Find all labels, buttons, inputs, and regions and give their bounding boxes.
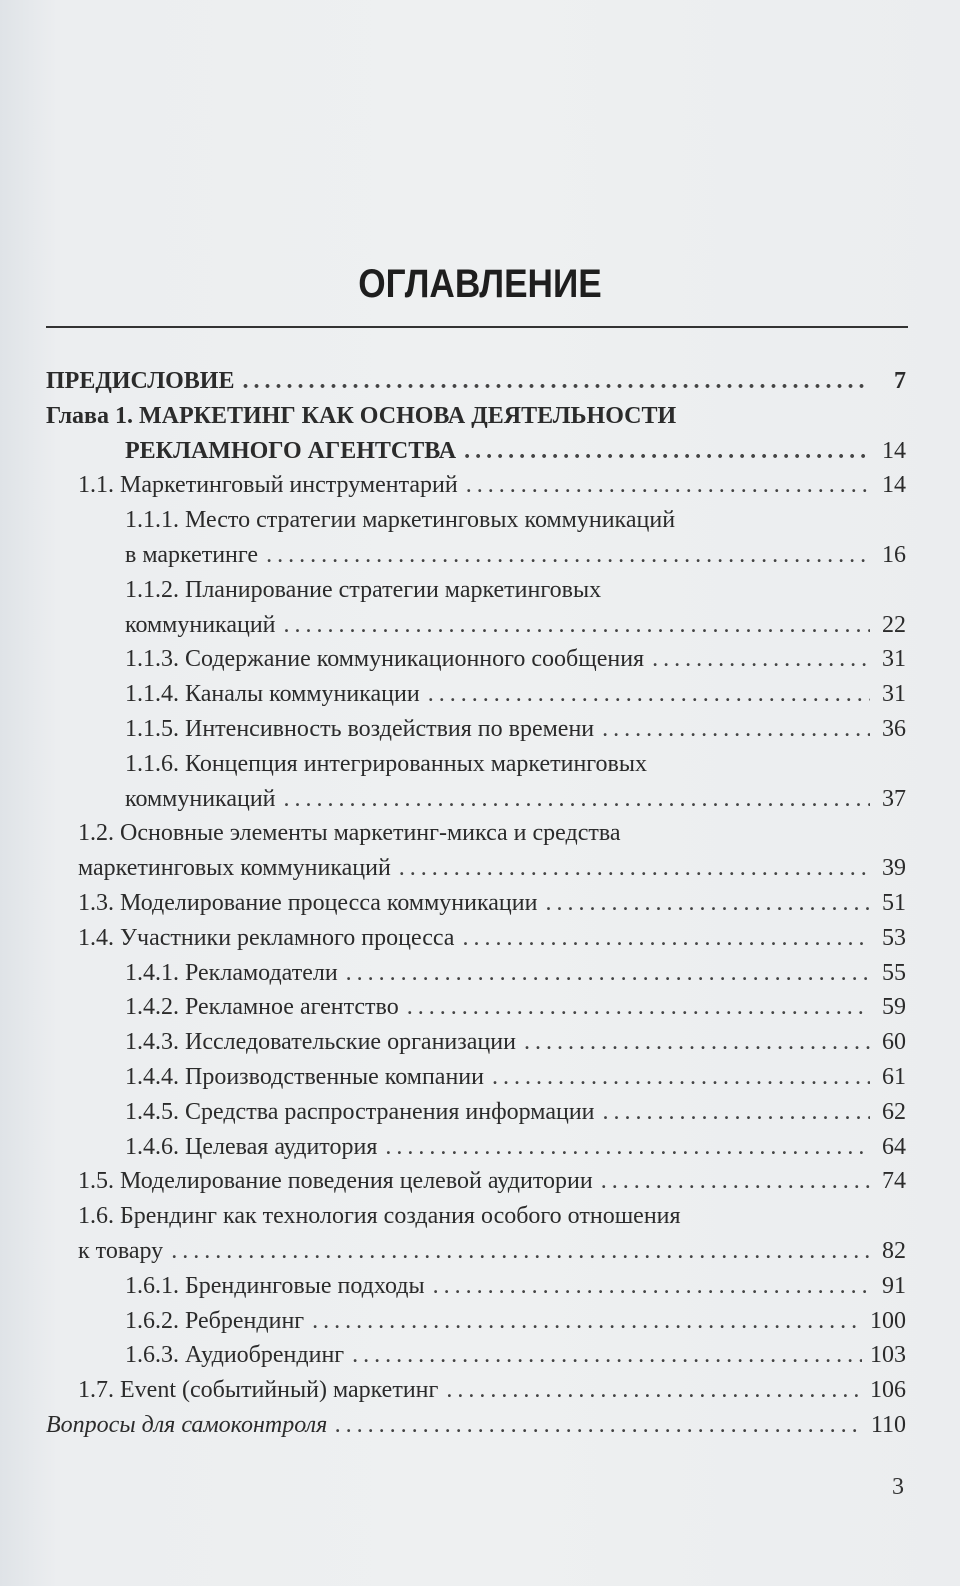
toc-entry-1-1-1 [46, 503, 906, 538]
dot-leader [428, 677, 870, 712]
toc-entry-1-5 [46, 1164, 906, 1199]
toc-entry-page: 60 [882, 1029, 906, 1056]
dot-leader [407, 990, 870, 1025]
page-title: ОГЛАВЛЕНИЕ [358, 262, 602, 306]
toc-entry-1-2 [46, 816, 906, 851]
toc-entry-text: Глава 1. МАРКЕТИНГ КАК ОСНОВА ДЕЯТЕЛЬНОСТИ [46, 402, 677, 429]
toc-entry-1-6-cont [46, 1234, 906, 1269]
toc-entry-text: к товару [78, 1237, 164, 1264]
toc-entry-1-4-1 [46, 956, 906, 991]
toc-entry-text: 1.4.5. Средства распространения информации [125, 1098, 595, 1125]
dot-leader [652, 642, 870, 677]
toc-entry-text: 1.1.4. Каналы коммуникации [125, 681, 420, 708]
dot-leader [335, 1408, 863, 1443]
toc-entry-text: в маркетинге [125, 541, 259, 568]
toc-entry-1-4-3 [46, 1025, 906, 1060]
toc-entry-1-3 [46, 886, 906, 921]
toc-entry-page: 110 [870, 1411, 906, 1438]
dot-leader [433, 1269, 870, 1304]
dot-leader [284, 608, 870, 643]
toc-entry-page: 51 [882, 889, 906, 916]
dot-leader [284, 782, 870, 817]
toc-entry-1-7 [46, 1373, 906, 1408]
toc-entry-text: коммуникаций [125, 611, 276, 638]
dot-leader [602, 712, 870, 747]
toc-entry-1-4-4 [46, 1060, 906, 1095]
toc-entry-page: 31 [882, 646, 906, 673]
toc-entry-text: РЕКЛАМНОГО АГЕНТСТВА [125, 437, 457, 464]
toc-entry-text: 1.6.1. Брендинговые подходы [125, 1272, 425, 1299]
toc-entry-1-1-5 [46, 712, 906, 747]
toc-entry-text: 1.4.2. Рекламное агентство [125, 994, 399, 1021]
toc-entry-text: ПРЕДИСЛОВИЕ [46, 368, 235, 394]
toc-entry-text: 1.4.3. Исследовательские организации [125, 1029, 516, 1056]
toc-entry-text: 1.6. Брендинг как технология создания особого отношения [78, 1203, 681, 1230]
toc-entry-page: 14 [882, 437, 906, 464]
dot-leader [464, 434, 870, 469]
toc-entry-page: 100 [870, 1307, 906, 1334]
toc-entry-1-4 [46, 921, 906, 956]
toc-entry-text: 1.4.4. Производственные компании [125, 1063, 484, 1090]
toc-entry-page: 39 [882, 855, 906, 882]
dot-leader [352, 1338, 862, 1373]
toc-entry-preface [46, 364, 906, 399]
toc-entry-page: 14 [882, 472, 906, 499]
toc-entry-text: 1.1. Маркетинговый инструментарий [78, 472, 458, 499]
dot-leader [312, 1304, 862, 1339]
toc-entry-chapter-1-cont [46, 434, 906, 469]
toc-entry-1-4-2 [46, 990, 906, 1025]
toc-entry-1-1-6 [46, 747, 906, 782]
toc-entry-page: 16 [882, 541, 906, 568]
toc-entry-text: коммуникаций [125, 785, 276, 812]
toc-entry-text: 1.4.6. Целевая аудитория [125, 1133, 378, 1160]
toc-entry-chapter-1 [46, 399, 906, 434]
toc-entry-1-6-1 [46, 1269, 906, 1304]
toc-entry-page: 37 [882, 785, 906, 812]
toc-entry-1-1-3 [46, 642, 906, 677]
toc-entry-page: 64 [882, 1133, 906, 1160]
toc-entry-1-1-6-cont [46, 782, 906, 817]
toc-entry-1-1-2-cont [46, 608, 906, 643]
dot-leader [466, 468, 870, 503]
toc-entry-1-6-2 [46, 1304, 906, 1339]
dot-leader [492, 1060, 870, 1095]
dot-leader [545, 886, 870, 921]
dot-leader [462, 921, 870, 956]
toc-entry-1-6-3 [46, 1338, 906, 1373]
toc-entry-text: маркетинговых коммуникаций [78, 855, 391, 882]
dot-leader [266, 538, 870, 573]
toc-entry-text: 1.1.1. Место стратегии маркетинговых коммуникаций [125, 507, 676, 534]
dot-leader [385, 1130, 870, 1165]
toc-entry-questions [46, 1408, 906, 1443]
toc-entry-page: 22 [882, 611, 906, 638]
toc-entry-1-6 [46, 1199, 906, 1234]
toc-entry-page: 7 [894, 368, 906, 394]
toc-entry-text: 1.5. Моделирование поведения целевой аудитории [78, 1168, 593, 1195]
toc-entry-1-2-cont [46, 851, 906, 886]
toc-entry-page: 31 [882, 681, 906, 708]
toc-entry-page: 62 [882, 1098, 906, 1125]
dot-leader [601, 1164, 870, 1199]
dot-leader [346, 956, 870, 991]
toc-entry-text: 1.6.2. Ребрендинг [125, 1307, 305, 1334]
toc-entry-text: 1.3. Моделирование процесса коммуникации [78, 889, 538, 916]
toc-entry-page: 103 [870, 1342, 906, 1369]
toc-entry-text: 1.7. Event (событийный) маркетинг [78, 1377, 439, 1404]
dot-leader [446, 1373, 862, 1408]
table-of-contents [46, 364, 906, 1443]
dot-leader [524, 1025, 870, 1060]
dot-leader [171, 1234, 870, 1269]
dot-leader [399, 851, 870, 886]
toc-entry-page: 59 [882, 994, 906, 1021]
toc-entry-page: 61 [882, 1063, 906, 1090]
toc-entry-page: 74 [882, 1168, 906, 1195]
toc-entry-1-1-2 [46, 573, 906, 608]
toc-entry-text: 1.1.2. Планирование стратегии маркетинговых [125, 576, 602, 603]
title-rule [46, 326, 908, 328]
toc-entry-text: 1.2. Основные элементы маркетинг-микса и средства [78, 820, 621, 847]
toc-entry-text: Вопросы для самоконтроля [46, 1411, 328, 1438]
toc-entry-text: 1.6.3. Аудиобрендинг [125, 1342, 345, 1369]
toc-entry-text: 1.1.6. Концепция интегрированных маркетинговых [125, 750, 647, 777]
dot-leader [603, 1095, 871, 1130]
toc-entry-page: 55 [882, 959, 906, 986]
toc-entry-page: 53 [882, 924, 906, 951]
toc-entry-1-4-6 [46, 1130, 906, 1165]
toc-entry-page: 106 [870, 1377, 906, 1404]
toc-entry-text: 1.1.3. Содержание коммуникационного сообщения [125, 646, 645, 673]
page-number: 3 [892, 1474, 904, 1500]
toc-entry-page: 36 [882, 715, 906, 742]
toc-entry-page: 82 [882, 1237, 906, 1264]
toc-entry-1-1-4 [46, 677, 906, 712]
toc-entry-text: 1.1.5. Интенсивность воздействия по времени [125, 715, 595, 742]
toc-entry-page: 91 [882, 1272, 906, 1299]
toc-entry-1-4-5 [46, 1095, 906, 1130]
dot-leader [242, 364, 870, 399]
toc-entry-1-1 [46, 468, 906, 503]
toc-entry-text: 1.4. Участники рекламного процесса [78, 924, 455, 951]
toc-entry-1-1-1-cont [46, 538, 906, 573]
toc-entry-text: 1.4.1. Рекламодатели [125, 959, 338, 986]
